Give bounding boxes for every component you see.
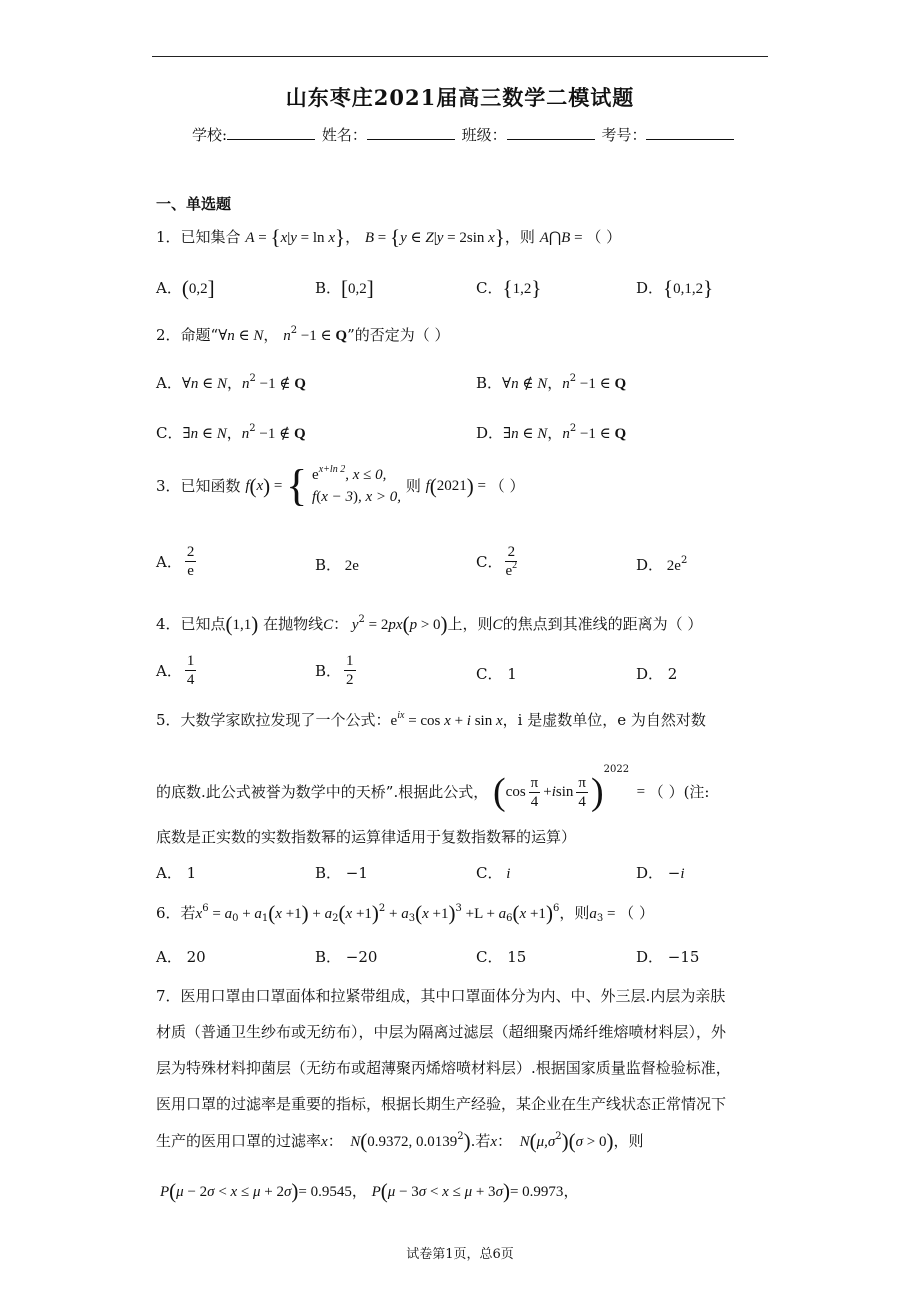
q5-option-a[interactable]: A． 1 — [156, 864, 197, 882]
q7-line-3: 层为特殊材料抑菌层（无纺布或超薄聚丙烯熔喷材料层）.根据国家质量监督检验标准， — [156, 1059, 731, 1077]
q2-option-c[interactable]: C．∃n ∈ N，$n^2 -1$ ∉ Q — [156, 423, 306, 442]
q5-option-c[interactable]: C． i — [476, 864, 511, 882]
q2-option-b[interactable]: B．∀n ∉ N，$n^2 -1$ ∈ Q — [476, 373, 627, 392]
q1-option-d[interactable]: D．{0,1,2} — [636, 276, 714, 300]
q7-line-6: P(μ − 2σ < x ≤ μ + 2σ)= 0.9545， P(μ − 3σ < x ≤ μ + 3σ)= 0.9973， — [160, 1179, 579, 1203]
q4-option-d[interactable]: D． 2 — [636, 665, 678, 683]
question-5-line-3: 底数是正实数的实数指数幂的运算律适用于复数指数幂的运算） — [156, 828, 577, 846]
q4-option-b[interactable]: B． $\frac{1}{2}$ — [315, 653, 354, 688]
question-4: 4．已知点(1,1) 在抛物线C： $y^2 = 2px(p > 0)$上，则C的焦点到其准线的距离为（ ） — [156, 612, 703, 636]
school-blank[interactable] — [227, 125, 315, 140]
page-title: 山东枣庄2021届高三数学二模试题 — [285, 85, 635, 110]
q4-option-c[interactable]: C． 1 — [476, 665, 517, 683]
q1-option-b[interactable]: B．[0,2] — [315, 276, 374, 300]
q5-option-b[interactable]: B． −1 — [315, 864, 368, 882]
student-info-row — [192, 124, 736, 145]
q2-option-d[interactable]: D．∃n ∈ N，$n^2 -1$ ∈ Q — [476, 423, 627, 442]
q2-option-a[interactable]: A．∀n ∈ N，$n^2 -1$ ∉ Q — [156, 373, 306, 392]
q1-option-c[interactable]: C．{1,2} — [476, 276, 542, 300]
question-1: 1．已知集合 A = {x|y = ln x}， B = {y ∈ Z|y = 2sin x}，则 A⋂B = （ ） — [156, 225, 622, 249]
q3-option-a[interactable]: A． $\frac{2}{e}$ — [156, 544, 195, 579]
q7-line-4: 医用口罩的过滤率是重要的指标，根据长期生产经验，某企业在生产线状态正常情况下 — [156, 1095, 727, 1113]
number-label: 考号： — [601, 126, 647, 144]
question-6: 6．若$x^6 = a_0 + a_1(x +1) + a_2(x +1)^2 + a_3(x +1)^3 +L + a_6(x +1)^6$，则$a_3$ = （ ） — [156, 901, 654, 925]
q3-option-d[interactable]: D． $2e^2$ — [636, 555, 688, 574]
q3-option-c[interactable]: C． $\frac{2}{e^2}$ — [476, 544, 518, 579]
class-blank[interactable] — [507, 125, 595, 140]
q3-option-b[interactable]: B． 2e — [315, 556, 359, 574]
q6-option-c[interactable]: C． 15 — [476, 948, 527, 966]
question-5-line-1: 5．大数学家欧拉发现了一个公式：$e^{ix} = \cos x + i$ sin x，i 是虚数单位，e 为自然对数 — [156, 710, 706, 729]
number-blank[interactable] — [646, 125, 734, 140]
page-footer: 试卷第1页，总6页 — [406, 1247, 514, 1262]
q6-option-b[interactable]: B． −20 — [315, 948, 378, 966]
q6-option-d[interactable]: D． −15 — [636, 948, 700, 966]
section-heading: 一、单选题 — [156, 195, 232, 213]
q7-line-2: 材质（普通卫生纱布或无纺布），中层为隔离过滤层（超细聚丙烯纤维熔喷材料层），外 — [156, 1023, 727, 1041]
school-label: 学校: — [192, 126, 228, 144]
class-label: 班级： — [461, 126, 507, 144]
q7-line-1: 7．医用口罩由口罩面体和拉紧带组成，其中口罩面体分为内、中、外三层.内层为亲肤 — [156, 987, 726, 1005]
question-2: 2．命题“∀n ∈ N， $n^2 -1$ ∈ Q”的否定为（ ） — [156, 325, 450, 344]
question-3: 3．已知函数 f(x) = { $e^{x+ln 2}$, x ≤ 0, f(x − 3), x > 0, 则 f(2021) = （ ） — [156, 461, 525, 510]
q6-option-a[interactable]: A． 20 — [156, 948, 206, 966]
q5-option-d[interactable]: D． −i — [636, 864, 685, 882]
name-label: 姓名： — [321, 126, 367, 144]
question-5-line-2: 的底数.此公式被誉为数学中的天桥”.根据此公式， (cos $\frac{\pi}{4}$ +isin $\frac{\pi}{4}$ )$^{2022}$ = （ ）(注: — [156, 764, 710, 813]
top-rule — [152, 56, 768, 57]
q7-line-5: 生产的医用口罩的过滤率x： N(0.9372, 0.0139$^2$).若x： $N(\mu,\sigma^2)(\sigma > 0)$，则 — [156, 1129, 644, 1153]
q1-option-a[interactable]: A．(0,2] — [156, 276, 215, 300]
name-blank[interactable] — [367, 125, 455, 140]
q4-option-a[interactable]: A． $\frac{1}{4}$ — [156, 653, 195, 688]
